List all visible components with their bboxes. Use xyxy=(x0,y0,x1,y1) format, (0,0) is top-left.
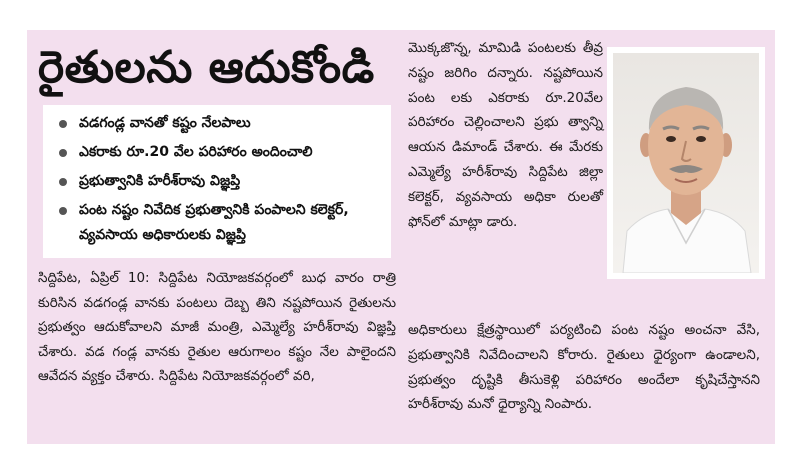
bullet-dot-icon xyxy=(59,120,67,128)
highlight-item xyxy=(53,198,383,248)
body-text-right-top: మొక్కజొన్న, మామిడి పంటలకు తీవ్ర నష్టం జరిగిం దన్నారు. నష్టపోయిన పంట లకు ఎకరాకు రూ.20వేల పరిహారం చెల్లించాలని ప్రభు త్వాన్ని ఆయన డిమాండ్ చేశారు. ఈ మేరకు ఎమ్మెల్యే హరీశ్‌రావు సిద్దిపేట జిల్లా కలెక్టర్, వ్యవసాయ అధికా రులతో ఫోన్‌లో మాట్లా డారు. xyxy=(408,40,603,230)
highlights-box xyxy=(43,105,391,258)
bullet-dot-icon xyxy=(59,149,67,157)
portrait-photo xyxy=(613,53,759,273)
body-text-left: సిద్దిపేట, ఏప్రిల్ 10: సిద్దిపేట నియోజకవర్గంలో బుధ వారం రాత్రి కురిసిన వడగండ్ల వానకు పంటలు దెబ్బ తిని నష్టపోయిన రైతులను ప్రభుత్వం ఆదుకోవాలని మాజీ మంత్రి, ఎమ్మెల్యే హరీశ్‌రావు విజ్ఞప్తి చేశారు. వడ గండ్ల వానకు రైతుల ఆరుగాలం కష్టం నేల పాలైందని ఆవేదన వ్యక్తం చేశారు. సిద్దిపేట నియోజకవర్గంలో వరి, xyxy=(38,270,396,385)
highlight-item xyxy=(53,169,383,194)
portrait-illustration xyxy=(613,53,759,273)
bullet-dot-icon xyxy=(59,178,67,186)
photo-frame xyxy=(607,47,765,279)
highlight-text: ప్రభుత్వానికి హరీశ్‌రావు విజ్ఞప్తి xyxy=(79,173,241,189)
headline: రైతులను ఆదుకోండి xyxy=(38,42,375,93)
highlight-text: వడగండ్ల వానతో కష్టం నేలపాలు xyxy=(79,115,251,131)
highlight-text: ఎకరాకు రూ.20 వేల పరిహారం అందించాలి xyxy=(79,144,313,160)
body-text-right-bottom: అధికారులు క్షేత్రస్థాయిలో పర్యటించి పంట నష్టం అంచనా వేసి, ప్రభుత్వానికి నివేదించాలని కోరారు. రైతులు ధైర్యంగా ఉండాలని, ప్రభుత్వం దృష్టికి తీసుకెళ్లి పరిహారం అందేలా కృషిచేస్తానని హరీశ్‌రావు మనో ధైర్యాన్ని నింపారు. xyxy=(408,322,760,413)
highlight-item xyxy=(53,111,383,136)
highlight-text: పంట నష్టం నివేదిక ప్రభుత్వానికి పంపాలని కలెక్టర్, వ్యవసాయ అధికారులకు విజ్ఞప్తి xyxy=(79,202,349,243)
bullet-dot-icon xyxy=(59,207,67,215)
highlight-item xyxy=(53,140,383,165)
